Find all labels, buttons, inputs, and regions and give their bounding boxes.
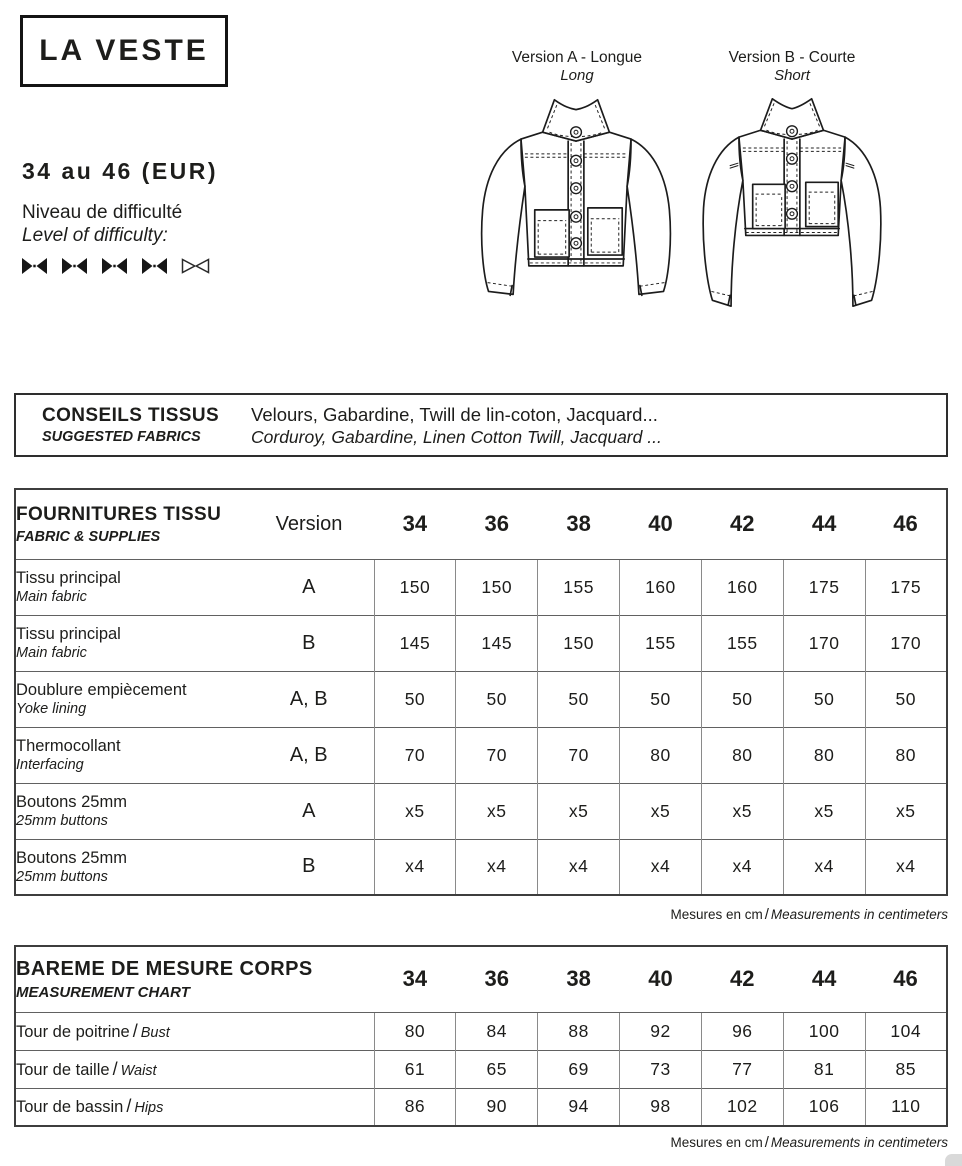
- row-label: [15, 615, 244, 671]
- version-a-caption: Version A - Longue: [511, 49, 643, 66]
- row-label-en: Hips: [134, 1100, 164, 1117]
- row-version: A, B: [244, 727, 374, 783]
- row-value: 50: [783, 671, 865, 727]
- measurement-header-row: [15, 946, 947, 1012]
- version-column-header: Version: [275, 512, 343, 535]
- difficulty-bobbin-filled-icon: [21, 257, 48, 275]
- difficulty-bobbin-filled-icon: [141, 257, 168, 275]
- size-column-header: 38: [566, 511, 591, 537]
- row-label-en: Bust: [140, 1024, 170, 1041]
- row-value: 150: [456, 559, 538, 615]
- version-a-caption-en: Long: [560, 67, 594, 84]
- row-value: 50: [456, 671, 538, 727]
- measurement-title-en: MEASUREMENT CHART: [16, 983, 190, 1001]
- supplies-header-row: [15, 489, 947, 559]
- row-value: 96: [701, 1012, 783, 1050]
- row-label-fr: Tissu principal: [16, 569, 121, 587]
- supplies-row: [15, 727, 947, 783]
- row-value: x5: [701, 783, 783, 839]
- fabric-supplies-table: [14, 488, 948, 896]
- row-value: x5: [456, 783, 538, 839]
- difficulty-bobbin-filled-icon: [101, 257, 128, 275]
- row-value: x4: [783, 839, 865, 895]
- supplies-row: [15, 615, 947, 671]
- size-column-header: 40: [648, 966, 673, 992]
- row-value: 77: [701, 1050, 783, 1088]
- row-value: 50: [538, 671, 620, 727]
- row-value: 106: [783, 1088, 865, 1126]
- row-label-fr: Tour de poitrine: [16, 1022, 130, 1041]
- size-range: 34 au 46 (EUR): [22, 158, 219, 184]
- version-b-block: [682, 48, 902, 321]
- size-column-header: 42: [730, 966, 755, 992]
- row-value: x5: [620, 783, 702, 839]
- supplies-title-en: FABRIC & SUPPLIES: [16, 528, 161, 545]
- units-note-fr: Mesures en cm: [670, 907, 763, 922]
- row-value: 170: [865, 615, 947, 671]
- version-a-block: [452, 48, 702, 321]
- row-value: 155: [701, 615, 783, 671]
- row-value: 175: [783, 559, 865, 615]
- supplies-row: [15, 839, 947, 895]
- measurement-row: [15, 1012, 947, 1050]
- row-value: 160: [701, 559, 783, 615]
- row-version: A: [244, 559, 374, 615]
- row-label: [15, 1088, 374, 1126]
- row-value: 50: [374, 671, 456, 727]
- row-value: 175: [865, 559, 947, 615]
- row-label-fr: Thermocollant: [16, 737, 121, 755]
- suggested-fabrics-label-en: SUGGESTED FABRICS: [42, 429, 201, 445]
- supplies-units-note: [670, 906, 948, 923]
- row-value: x5: [865, 783, 947, 839]
- row-value: 80: [620, 727, 702, 783]
- row-value: 98: [620, 1088, 702, 1126]
- difficulty-bobbin-empty-icon: [181, 257, 210, 275]
- difficulty-rating: [21, 256, 210, 276]
- page-corner-tab: [945, 1154, 962, 1166]
- row-value: 65: [456, 1050, 538, 1088]
- row-label-fr: Tour de taille: [16, 1060, 110, 1079]
- measurement-title-fr: BAREME DE MESURE CORPS: [16, 957, 313, 980]
- supplies-title-fr: FOURNITURES TISSU: [16, 503, 222, 525]
- row-label-en: Yoke lining: [16, 701, 87, 717]
- row-label: [15, 559, 244, 615]
- size-column-header: 44: [811, 511, 837, 537]
- suggested-fabrics-values: [251, 403, 662, 448]
- row-value: 100: [783, 1012, 865, 1050]
- row-value: x4: [865, 839, 947, 895]
- pattern-title: LA VESTE: [39, 34, 209, 67]
- row-label: [15, 1050, 374, 1088]
- row-value: 155: [538, 559, 620, 615]
- units-note-fr: Mesures en cm: [670, 1135, 763, 1150]
- row-label-en: Main fabric: [16, 645, 87, 661]
- row-label-fr: Tour de bassin: [16, 1098, 124, 1117]
- size-column-header: 46: [893, 511, 918, 537]
- slash-separator: /: [764, 1134, 769, 1151]
- row-label-en: 25mm buttons: [16, 813, 108, 829]
- suggested-fabrics-label-fr: CONSEILS TISSUS: [42, 405, 220, 426]
- size-column-header: 42: [730, 511, 755, 537]
- row-value: x5: [538, 783, 620, 839]
- difficulty-label-en: Level of difficulty:: [22, 225, 168, 246]
- measurement-row: [15, 1050, 947, 1088]
- size-column-header: 34: [402, 966, 428, 992]
- row-value: 69: [538, 1050, 620, 1088]
- body-measurement-table: [14, 945, 948, 1127]
- measurement-table-title: [15, 946, 374, 1012]
- units-note-en: Measurements in centimeters: [770, 907, 948, 922]
- size-column-header: 46: [893, 966, 918, 992]
- row-value: 150: [538, 615, 620, 671]
- row-label-en: Interfacing: [16, 757, 84, 773]
- slash-separator: /: [112, 1058, 118, 1079]
- suggested-fabrics-value-fr: Velours, Gabardine, Twill de lin-coton, Jacquard...: [251, 403, 658, 425]
- row-value: 145: [456, 615, 538, 671]
- slash-separator: /: [764, 906, 769, 923]
- suggested-fabrics-box: [14, 393, 948, 457]
- row-value: 81: [783, 1050, 865, 1088]
- row-value: 170: [783, 615, 865, 671]
- version-b-caption: Version B - Courte: [728, 49, 856, 66]
- row-value: 50: [701, 671, 783, 727]
- measurement-units-note: [670, 1134, 948, 1151]
- suggested-fabrics-label: [16, 405, 251, 445]
- row-value: 94: [538, 1088, 620, 1126]
- size-column-header: 36: [484, 511, 509, 537]
- row-value: 85: [865, 1050, 947, 1088]
- supplies-table-title: [15, 489, 244, 559]
- units-note-en: Measurements in centimeters: [770, 1135, 948, 1150]
- row-label-fr: Boutons 25mm: [16, 848, 127, 867]
- row-value: 73: [620, 1050, 702, 1088]
- supplies-row: [15, 671, 947, 727]
- size-column-header: 38: [566, 966, 591, 992]
- row-label-fr: Doublure empiècement: [16, 681, 187, 699]
- version-b-caption-en: Short: [774, 67, 810, 84]
- row-label: [15, 839, 244, 895]
- row-value: 50: [620, 671, 702, 727]
- row-value: 90: [456, 1088, 538, 1126]
- row-value: 70: [538, 727, 620, 783]
- row-value: 70: [374, 727, 456, 783]
- size-column-header: 36: [484, 966, 509, 992]
- row-label-en: Main fabric: [16, 589, 87, 605]
- supplies-row: [15, 783, 947, 839]
- row-value: 70: [456, 727, 538, 783]
- measurement-row: [15, 1088, 947, 1126]
- row-label-fr: Boutons 25mm: [16, 793, 127, 811]
- row-value: x4: [620, 839, 702, 895]
- row-value: 145: [374, 615, 456, 671]
- row-value: x4: [374, 839, 456, 895]
- suggested-fabrics-value-en: Corduroy, Gabardine, Linen Cotton Twill, Jacquard ...: [251, 426, 662, 447]
- row-value: 80: [783, 727, 865, 783]
- row-value: 84: [456, 1012, 538, 1050]
- row-value: 50: [865, 671, 947, 727]
- row-value: 88: [538, 1012, 620, 1050]
- pattern-title-box: [20, 15, 228, 87]
- row-value: 80: [865, 727, 947, 783]
- row-value: 102: [701, 1088, 783, 1126]
- jacket-version-b-illustration: [686, 88, 898, 316]
- row-value: x4: [701, 839, 783, 895]
- supplies-row: [15, 559, 947, 615]
- difficulty-bobbin-filled-icon: [61, 257, 88, 275]
- row-value: 80: [374, 1012, 456, 1050]
- size-column-header: 34: [402, 511, 428, 537]
- row-value: 92: [620, 1012, 702, 1050]
- row-value: 150: [374, 559, 456, 615]
- row-version: A, B: [244, 671, 374, 727]
- row-value: 160: [620, 559, 702, 615]
- row-value: 155: [620, 615, 702, 671]
- row-label-en: 25mm buttons: [16, 868, 108, 885]
- slash-separator: /: [126, 1096, 132, 1117]
- row-version: A: [244, 783, 374, 839]
- row-label-en: Waist: [120, 1062, 157, 1079]
- row-label-fr: Tissu principal: [16, 625, 121, 643]
- row-value: 104: [865, 1012, 947, 1050]
- row-label: [15, 783, 244, 839]
- row-version: B: [244, 615, 374, 671]
- row-value: 80: [701, 727, 783, 783]
- row-label: [15, 671, 244, 727]
- row-label: [15, 1012, 374, 1050]
- row-value: x5: [374, 783, 456, 839]
- size-column-header: 40: [648, 511, 673, 537]
- row-version: B: [244, 839, 374, 895]
- slash-separator: /: [132, 1020, 138, 1041]
- size-column-header: 44: [811, 966, 837, 992]
- row-value: x4: [456, 839, 538, 895]
- jacket-version-a-illustration: [458, 88, 696, 316]
- row-value: 61: [374, 1050, 456, 1088]
- row-value: 110: [865, 1088, 947, 1126]
- row-value: x5: [783, 783, 865, 839]
- difficulty-label-fr: Niveau de difficulté: [22, 202, 183, 223]
- row-label: [15, 727, 244, 783]
- row-value: x4: [538, 839, 620, 895]
- row-value: 86: [374, 1088, 456, 1126]
